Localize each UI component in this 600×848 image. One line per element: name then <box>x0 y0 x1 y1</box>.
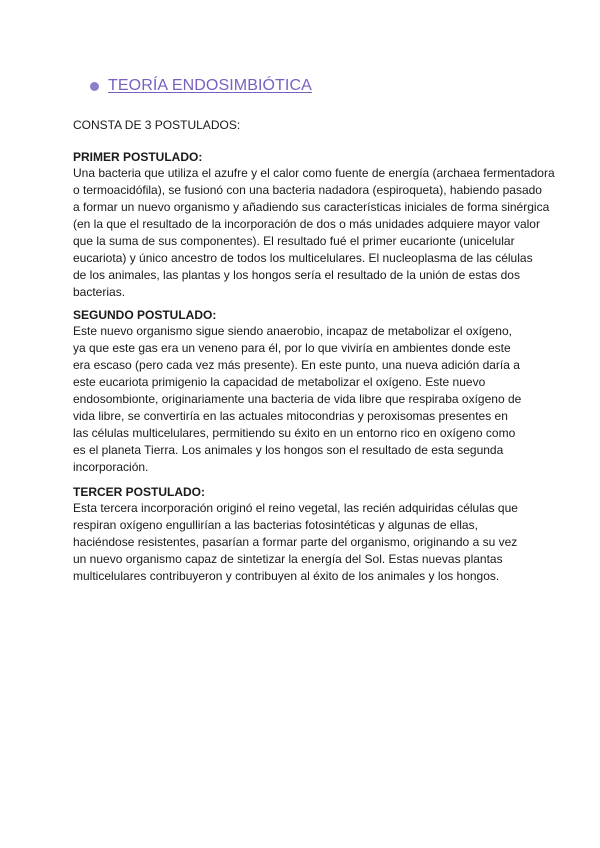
bullet-dot-icon <box>90 82 99 91</box>
paragraph-line: un nuevo organismo capaz de sintetizar la energía del Sol. Estas nuevas plantas <box>73 552 503 566</box>
section-heading: TERCER POSTULADO: <box>73 485 205 499</box>
document-title: TEORÍA ENDOSIMBIÓTICA <box>108 77 312 94</box>
section-heading: SEGUNDO POSTULADO: <box>73 308 217 322</box>
section-heading: PRIMER POSTULADO: <box>73 150 203 164</box>
title-row <box>90 77 312 95</box>
paragraph-line: haciéndose resistentes, pasarían a formar parte del organismo, originando a su vez <box>73 535 518 549</box>
intro-text: CONSTA DE 3 POSTULADOS: <box>73 118 241 132</box>
paragraph-line: era escaso (pero cada vez más presente). En este punto, una nueva adición daría a <box>73 358 520 372</box>
section-tercer-postulado <box>73 485 573 585</box>
paragraph-line: eucariota) y único ancestro de todos los multicelulares. El nucleoplasma de las células <box>73 251 533 265</box>
section-segundo-postulado <box>73 308 573 476</box>
paragraph-line: este eucariota primigenio la capacidad de metabolizar el oxígeno. Este nuevo <box>73 375 486 389</box>
paragraph-line: incorporación. <box>73 460 149 474</box>
paragraph-line: Una bacteria que utiliza el azufre y el calor como fuente de energía (archaea fermentadora <box>73 166 555 180</box>
paragraph-line: de los animales, las plantas y los hongos sería el resultado de la unión de estas dos <box>73 268 520 282</box>
paragraph-line: endosombionte, originariamente una bacteria de vida libre que respiraba oxígeno de <box>73 392 522 406</box>
paragraph-line: que la suma de sus componentes). El resultado fué el primer eucarionte (unicelular <box>73 234 515 248</box>
paragraph-line: es el planeta Tierra. Los animales y los hongos son el resultado de esta segunda <box>73 443 504 457</box>
paragraph-line: ya que este gas era un veneno para él, por lo que viviría en ambientes donde este <box>73 341 511 355</box>
paragraph-line: (en la que el resultado de la incorporación de dos o más unidades adquiere mayor valor <box>73 217 540 231</box>
section-primer-postulado <box>73 150 573 301</box>
paragraph-line: o termoacidófila), se fusionó con una bacteria nadadora (espiroqueta), habiendo pasado <box>73 183 542 197</box>
paragraph-line: multicelulares contribuyeron y contribuyen al éxito de los animales y los hongos. <box>73 569 500 583</box>
paragraph-line: bacterias. <box>73 285 126 299</box>
paragraph-line: Esta tercera incorporación originó el reino vegetal, las recién adquiridas células que <box>73 501 518 515</box>
paragraph-line: vida libre, se convertiría en las actuales mitocondrias y peroxisomas presentes en <box>73 409 508 423</box>
paragraph-line: las células multicelulares, permitiendo su éxito en un entorno rico en oxígeno como <box>73 426 516 440</box>
paragraph-line: respiran oxígeno engullirían a las bacterias fotosintéticas y algunas de ellas, <box>73 518 478 532</box>
paragraph-line: a formar un nuevo organismo y añadiendo sus características iniciales de forma sinérgica <box>73 200 550 214</box>
paragraph-line: Este nuevo organismo sigue siendo anaerobio, incapaz de metabolizar el oxígeno, <box>73 324 512 338</box>
